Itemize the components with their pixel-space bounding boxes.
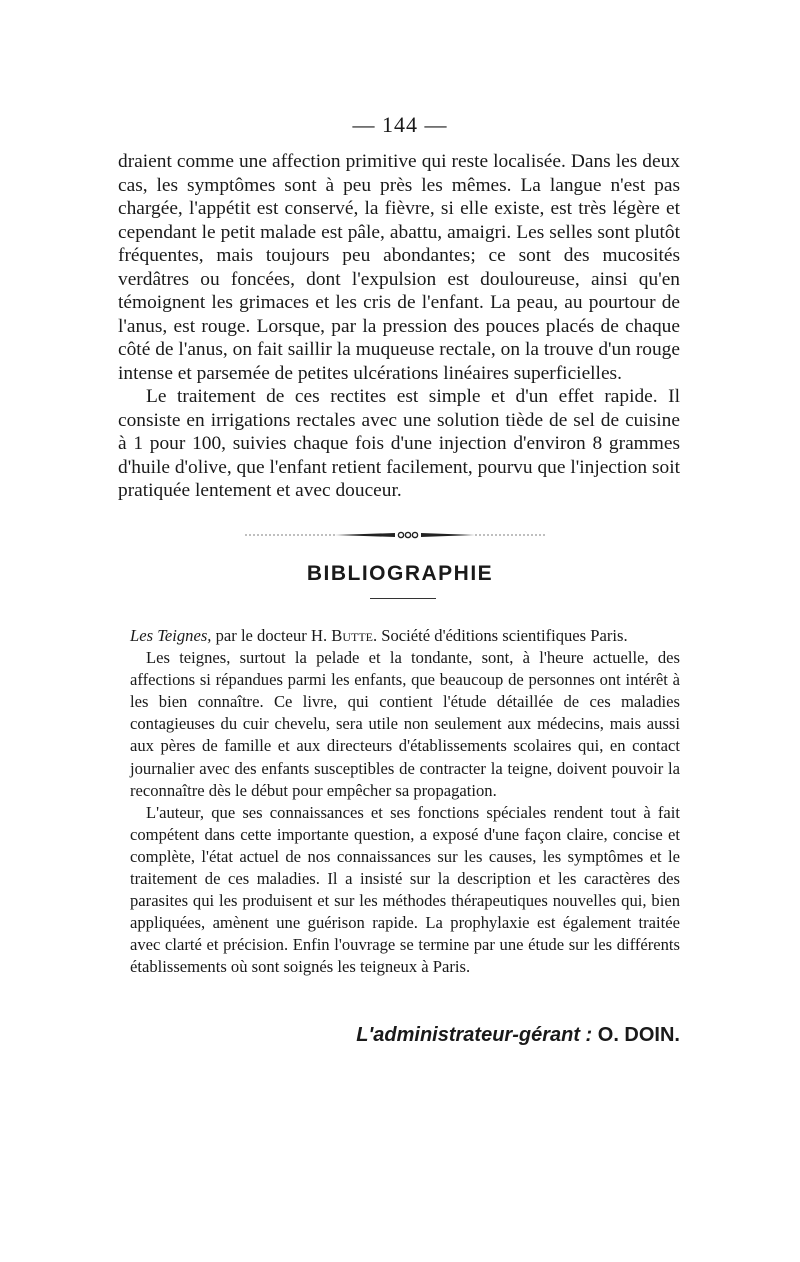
book-title: Les Teignes,: [130, 626, 212, 645]
bibliography-paragraph: L'auteur, que ses connaissances et ses fonctions spéciales rendent tout à fait compétent dans cette importante question, a exposé d'une façon claire, concise et complète, l'état actuel de nos connaissances sur les causes, les symptômes et le traitement de ces maladies. Il a insisté sur la description et les caractères des parasites qui les produisent et sur les méthodes thérapeutiques nouvelles qui, bien appliquées, amènent une guérison rapide. La prophylaxie est également traitée avec clarté et précision. Enfin l'ouvrage se termine par une étude sur les différents établissements où sont soignés les teigneux à Paris.: [130, 802, 680, 977]
heading-rule: [370, 598, 436, 599]
page-number: — 144 —: [352, 112, 448, 137]
section-heading: BIBLIOGRAPHIE: [306, 562, 494, 585]
signature-name: O. DOIN.: [592, 1024, 680, 1046]
main-text-block: [118, 150, 680, 503]
book-author: Butte: [331, 626, 373, 645]
signature-label: L'administrateur-gérant :: [356, 1024, 593, 1046]
signature-line: [354, 1024, 680, 1047]
bibliography-paragraph: Les teignes, surtout la pelade et la tondante, sont, à l'heure actuelle, des affections si répandues parmi les enfants, que beaucoup de personnes ont intérêt à les bien connaître. Ce livre, qui contient l'étude détaillée de ces maladies contagieuses du cuir chevelu, sera utile non seulement aux médecins, mais aussi aux pères de famille et aux directeurs d'établissements scolaires qui, en contact journalier avec des enfants susceptibles de contracter la teigne, doivent pouvoir la reconnaître dès le début pour empêcher sa propagation.: [130, 648, 680, 800]
bibliography-entry: [130, 625, 680, 647]
bibliography-text-block: [130, 625, 680, 979]
section-divider-ornament: [245, 530, 545, 540]
main-paragraph: Le traitement de ces rectites est simple et d'un effet rapide. Il consiste en irrigations rectales avec une solution tiède de sel de cuisine à 1 pour 100, suivies chaque fois d'une injection d'environ 8 grammes d'huile d'olive, que l'enfant retient facilement, pourvu que l'injection soit pratiquée lentement et avec douceur.: [118, 386, 680, 501]
book-by: par le docteur H.: [211, 626, 332, 645]
main-paragraph: draient comme une affection primitive qui reste localisée. Dans les deux cas, les symptômes sont à peu près les mêmes. La langue n'est pas chargée, l'appétit est conservé, la fièvre, si elle existe, est très légère et cependant le petit malade est pâle, abattu, amaigri. Les selles sont plutôt fréquentes, mais toujours peu abondantes; ce sont des mucosités verdâtres ou foncées, dont l'expulsion est douloureuse, ainsi qu'en témoignent les grimaces et les cris de l'enfant. La peau, au pourtour de l'anus, est rouge. Lorsque, par la pression des pouces placés de chaque côté de l'anus, on fait saillir la muqueuse rectale, on la trouve d'un rouge intense et parsemée de petites ulcérations linéaires superficielles.: [118, 151, 680, 384]
book-publisher: . Société d'éditions scientifiques Paris.: [372, 626, 628, 645]
